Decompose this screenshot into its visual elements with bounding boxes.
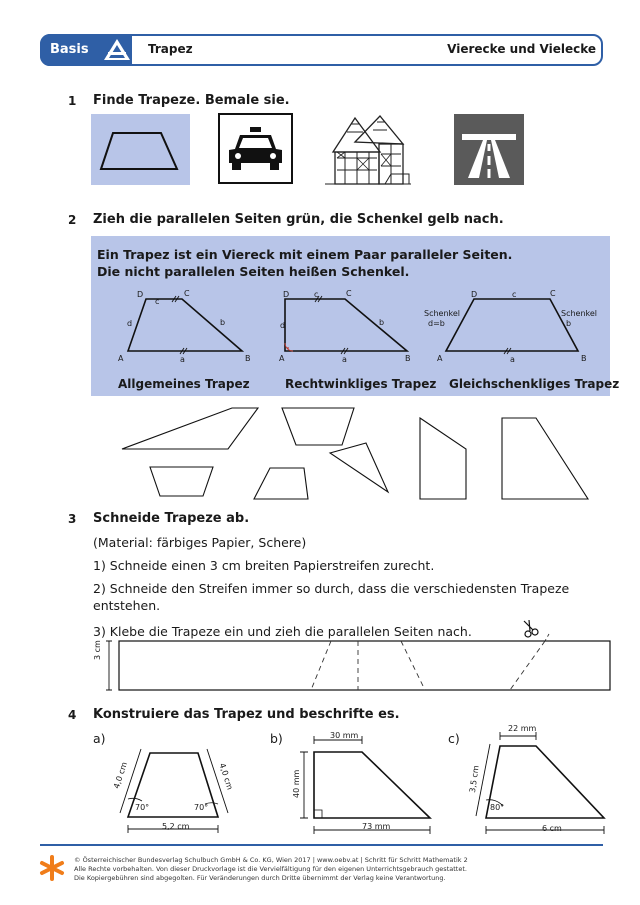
side-b-right: b <box>379 318 385 327</box>
b-base: 73 mm <box>362 822 391 831</box>
half-timbered-house-icon <box>325 112 411 188</box>
task-3-material: (Material: färbiges Papier, Schere) <box>93 535 307 550</box>
motorway-icon <box>454 114 524 185</box>
vertex-d: D <box>137 290 144 299</box>
vertex-a: A <box>118 354 124 363</box>
vertex-c-iso: C <box>550 289 556 298</box>
general-trapezoid-diagram <box>120 295 260 355</box>
task-4-b-label: b) <box>270 731 283 746</box>
vertex-b-right: B <box>405 354 411 363</box>
vertex-d-iso: D <box>471 290 478 299</box>
footer-rule <box>40 844 603 846</box>
vertex-a-right: A <box>279 354 285 363</box>
scissors-icon <box>519 620 541 638</box>
vertex-d-right: D <box>283 290 290 299</box>
c-angle: 80° <box>490 803 505 812</box>
side-a-right: a <box>342 355 347 364</box>
side-a-iso: a <box>510 355 515 364</box>
task-2-number: 2 <box>68 213 77 227</box>
right-trapezoid-diagram <box>285 295 415 355</box>
section-title: Vierecke und Vielecke <box>447 42 596 56</box>
trapezoid-shape <box>91 114 190 185</box>
strip-height-label: 3 cm <box>93 640 102 660</box>
c-left: 3,5 cm <box>468 764 481 794</box>
b-left: 40 mm <box>292 769 301 798</box>
level-badge-label: Basis <box>50 42 89 57</box>
schenkel-right-b: b <box>566 319 572 328</box>
vertex-b-iso: B <box>581 354 587 363</box>
task-3-title: Schneide Trapeze ab. <box>93 511 250 526</box>
triangle-logo-icon <box>102 36 132 64</box>
side-c-right: c <box>314 290 319 299</box>
task-4-a-label: a) <box>93 731 106 746</box>
definition-line-1: Ein Trapez ist ein Viereck mit einem Paar paralleler Seiten. <box>97 247 513 262</box>
side-d: d <box>127 319 133 328</box>
footer-line-3: Die Kopiergebühren sind abgegolten. Für Veränderungen durch Dritte übernimmt der Verlag keine Verantwortung. <box>74 874 446 882</box>
isosceles-trapezoid-diagram <box>444 295 584 355</box>
task-3-step-2b: entstehen. <box>93 598 161 613</box>
task-3-number: 3 <box>68 512 77 526</box>
task-4-number: 4 <box>68 708 77 722</box>
task-3-step-1: 1) Schneide einen 3 cm breiten Papierstreifen zurecht. <box>93 558 435 573</box>
c-base: 6 cm <box>542 824 562 833</box>
task-2-title: Zieh die parallelen Seiten grün, die Schenkel gelb nach. <box>93 212 504 227</box>
side-c: c <box>155 297 160 306</box>
task-1-title: Finde Trapeze. Bemale sie. <box>93 93 290 108</box>
practice-shapes <box>118 405 618 500</box>
side-c-iso: c <box>512 290 517 299</box>
type-isosceles: Gleichschenkliges Trapez <box>449 377 620 391</box>
a-base: 5,2 cm <box>162 822 190 831</box>
task-4-c-label: c) <box>448 731 460 746</box>
side-d-right: d <box>280 321 286 330</box>
type-general: Allgemeines Trapez <box>118 377 250 391</box>
a-left-side: 4,0 cm <box>112 760 130 790</box>
publisher-logo-icon <box>40 855 64 881</box>
task-4-title: Konstruiere das Trapez und beschrifte es. <box>93 707 400 722</box>
page-title: Trapez <box>148 42 193 56</box>
schenkel-left-eq: d=b <box>428 319 445 328</box>
vertex-c: C <box>184 289 190 298</box>
side-a: a <box>180 355 185 364</box>
schenkel-left-label: Schenkel <box>424 309 461 318</box>
vertex-c-right: C <box>346 289 352 298</box>
footer-line-1: © Österreichischer Bundesverlag Schulbuch GmbH & Co. KG, Wien 2017 | www.oebv.at | Schritt für Schritt Mathematik 2 <box>74 856 468 864</box>
trapezoid-c-construction <box>462 722 612 844</box>
a-right-side: 4,0 cm <box>217 762 235 791</box>
task-1-number: 1 <box>68 94 77 108</box>
type-right: Rechtwinkliges Trapez <box>285 377 437 391</box>
b-top: 30 mm <box>330 731 359 740</box>
task-3-step-3: 3) Klebe die Trapeze ein und zieh die parallelen Seiten nach. <box>93 624 472 639</box>
vertex-b: B <box>245 354 251 363</box>
a-angle-left: 70° <box>135 803 150 812</box>
c-top: 22 mm <box>508 724 537 733</box>
side-b: b <box>220 318 226 327</box>
definition-line-2: Die nicht parallelen Seiten heißen Schenkel. <box>97 264 410 279</box>
schenkel-right-label: Schenkel <box>561 309 598 318</box>
vertex-a-iso: A <box>437 354 443 363</box>
task-3-step-2a: 2) Schneide den Streifen immer so durch, dass die verschiedensten Trapeze <box>93 581 570 596</box>
taxi-icon <box>218 113 293 184</box>
footer-line-2: Alle Rechte vorbehalten. Von dieser Druckvorlage ist die Vervielfältigung für den eigenen Unterrichtsgebrauch gestattet. <box>74 865 467 873</box>
a-angle-right: 70° <box>194 803 209 812</box>
